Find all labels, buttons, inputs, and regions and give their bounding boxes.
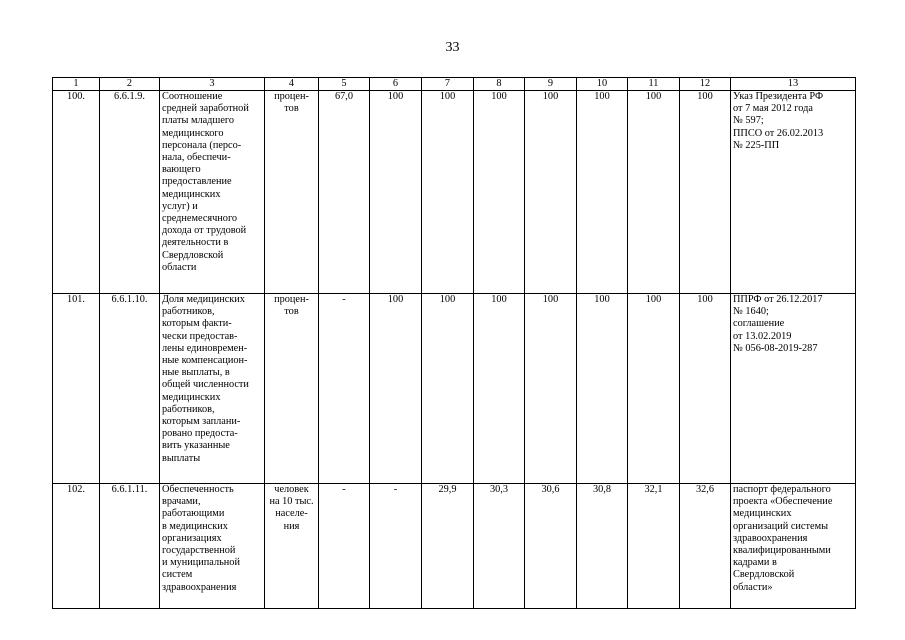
value-col-5: - <box>319 294 370 484</box>
value-col-6: - <box>370 484 422 609</box>
source-document <box>731 91 856 294</box>
col-header-8: 8 <box>474 78 525 91</box>
unit-text: процен- тов <box>274 294 309 318</box>
value-col-5: 67,0 <box>319 91 370 294</box>
col-header-2: 2 <box>100 78 160 91</box>
unit-text: процен- тов <box>274 91 309 115</box>
unit <box>265 294 319 484</box>
indicator-code: 6.6.1.11. <box>100 484 160 609</box>
indicator-name <box>160 294 265 484</box>
row-number: 101. <box>53 294 100 484</box>
col-header-13: 13 <box>731 78 856 91</box>
col-header-11: 11 <box>628 78 680 91</box>
source-document <box>731 294 856 484</box>
table-row <box>53 484 856 609</box>
indicator-name-text: Обеспеченность врачами, работающими в медицинских организациях государственной и муниципальной систем здравоохранения <box>162 484 240 593</box>
value-col-7: 29,9 <box>422 484 474 609</box>
row-number: 100. <box>53 91 100 294</box>
value-col-10: 30,8 <box>577 484 628 609</box>
value-col-10: 100 <box>577 294 628 484</box>
value-col-7: 100 <box>422 294 474 484</box>
value-col-8: 30,3 <box>474 484 525 609</box>
value-col-8: 100 <box>474 91 525 294</box>
indicators-table <box>52 77 856 609</box>
source-document-text: Указ Президента РФ от 7 мая 2012 года № 597; ППСО от 26.02.2013 № 225-ПП <box>733 91 824 151</box>
value-col-11: 100 <box>628 294 680 484</box>
col-header-5: 5 <box>319 78 370 91</box>
value-col-8: 100 <box>474 294 525 484</box>
source-document-text: ППРФ от 26.12.2017 № 1640; соглашение от 13.02.2019 № 056-08-2019-287 <box>733 294 823 354</box>
col-header-6: 6 <box>370 78 422 91</box>
col-header-12: 12 <box>680 78 731 91</box>
unit <box>265 91 319 294</box>
value-col-11: 100 <box>628 91 680 294</box>
value-col-9: 100 <box>525 91 577 294</box>
col-header-7: 7 <box>422 78 474 91</box>
col-header-1: 1 <box>53 78 100 91</box>
value-col-9: 30,6 <box>525 484 577 609</box>
col-header-9: 9 <box>525 78 577 91</box>
value-col-7: 100 <box>422 91 474 294</box>
table-row <box>53 91 856 294</box>
source-document-text: паспорт федерального проекта «Обеспечение медицинских организаций системы здравоохранения квалифицированными кадрами в Свердловской области» <box>733 484 833 593</box>
value-col-6: 100 <box>370 294 422 484</box>
value-col-6: 100 <box>370 91 422 294</box>
unit <box>265 484 319 609</box>
value-col-10: 100 <box>577 91 628 294</box>
table-header-row <box>53 78 856 91</box>
col-header-4: 4 <box>265 78 319 91</box>
value-col-5: - <box>319 484 370 609</box>
indicator-name <box>160 91 265 294</box>
row-number: 102. <box>53 484 100 609</box>
source-document <box>731 484 856 609</box>
value-col-12: 100 <box>680 91 731 294</box>
value-col-11: 32,1 <box>628 484 680 609</box>
col-header-3: 3 <box>160 78 265 91</box>
unit-text: человек на 10 тыс. населе- ния <box>269 484 314 532</box>
value-col-12: 32,6 <box>680 484 731 609</box>
value-col-12: 100 <box>680 294 731 484</box>
col-header-10: 10 <box>577 78 628 91</box>
indicator-name <box>160 484 265 609</box>
indicator-code: 6.6.1.9. <box>100 91 160 294</box>
indicator-name-text: Соотношение средней заработной платы младшего медицинского персонала (персо- нала, обеспечи- вающего предоставление медицинских услуг) и среднемесячного дохода от трудовой деятельности в Свердловской области <box>162 91 249 273</box>
value-col-9: 100 <box>525 294 577 484</box>
indicator-code: 6.6.1.10. <box>100 294 160 484</box>
table-row <box>53 294 856 484</box>
indicator-name-text: Доля медицинских работников, которым факти- чески предостав- лены единовремен- ные компенсацион- ные выплаты, в общей численности медицинских работников, которым заплани- ровано предоста- вить указанные выплаты <box>162 294 249 464</box>
page-number: 33 <box>445 40 460 55</box>
